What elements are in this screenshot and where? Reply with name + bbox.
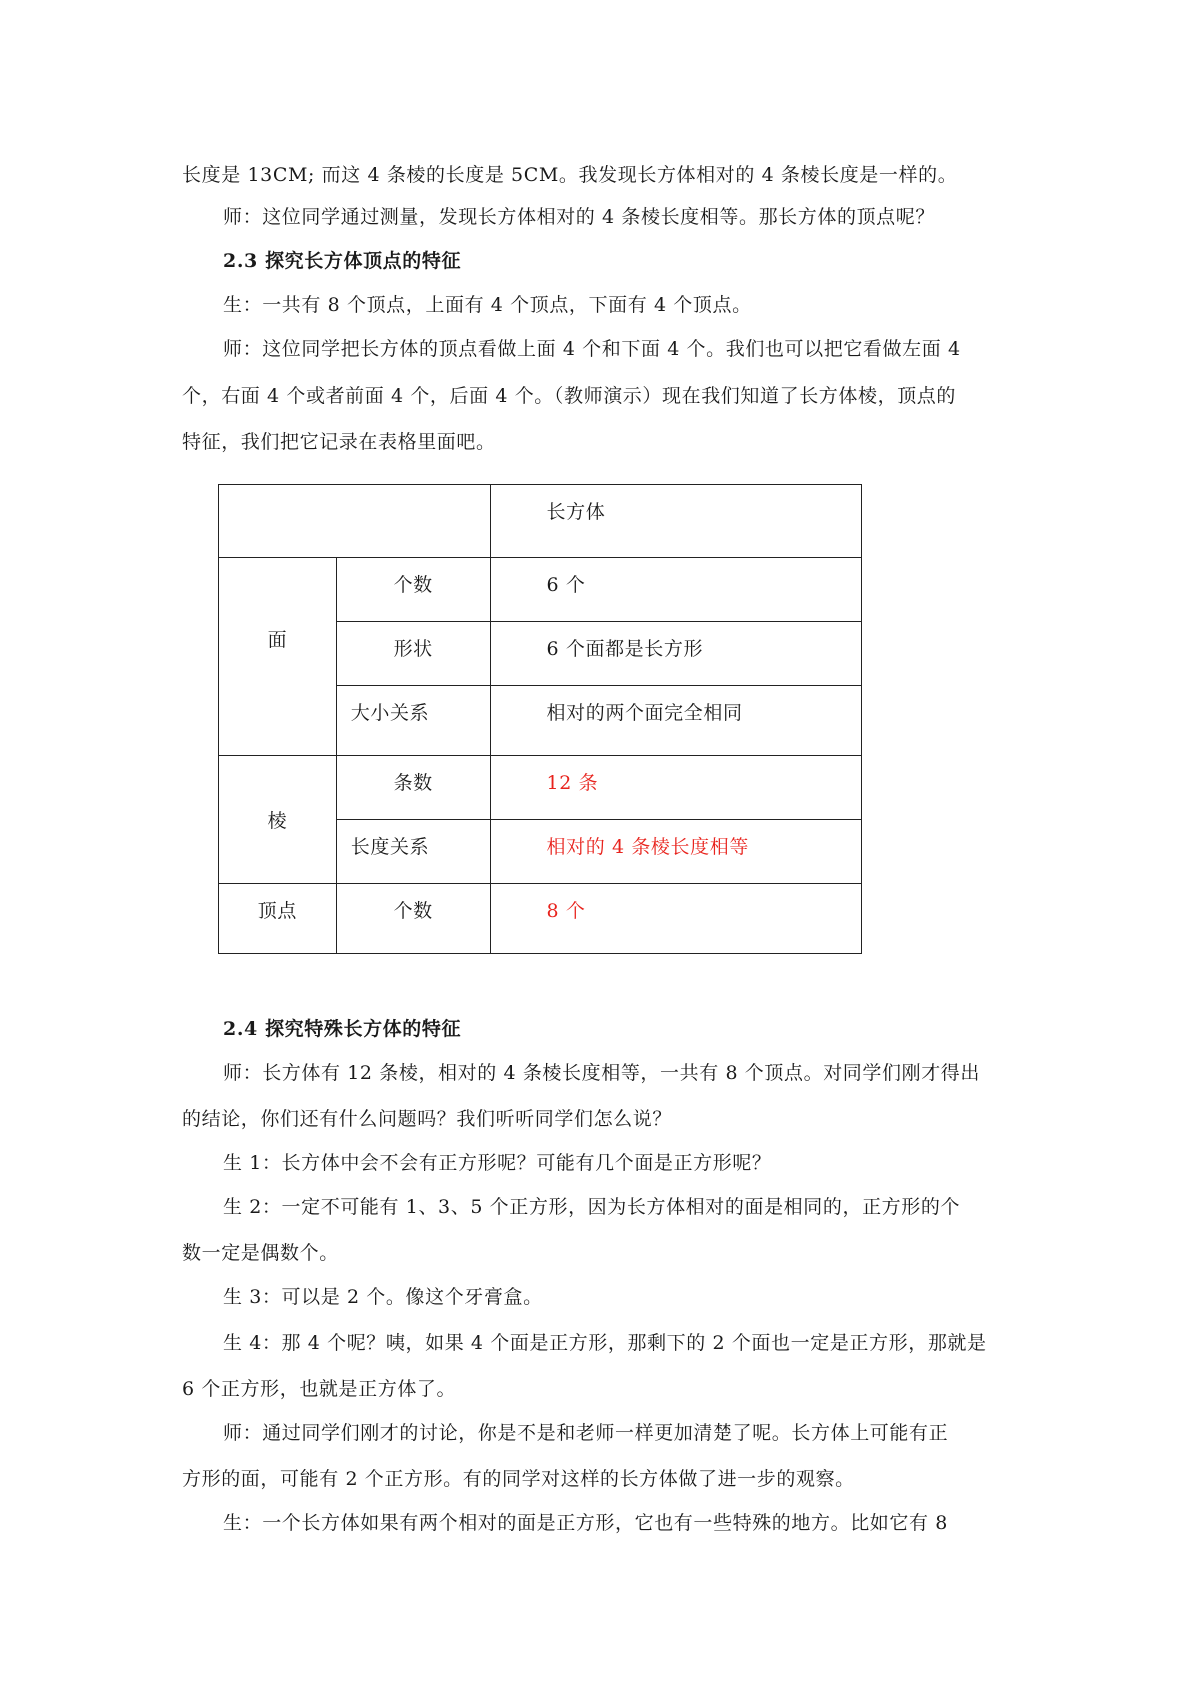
table-row-label: 条数 [336,756,490,820]
table-row [219,884,862,954]
table-group-face [219,558,337,756]
paragraph-line: 师：这位同学通过测量，发现长方体相对的 4 条棱长度相等。那长方体的顶点呢？ [223,206,935,228]
table-header-cell: 长方体 [490,485,861,558]
paragraph-line: 6 个正方形，也就是正方体了。 [182,1378,457,1400]
section-heading: 2.3 探究长方体顶点的特征 [223,250,462,272]
section-heading: 2.4 探究特殊长方体的特征 [223,1018,462,1040]
paragraph-line: 师：这位同学把长方体的顶点看做上面 4 个和下面 4 个。我们也可以把它看做左面 4 [223,338,961,360]
paragraph-line: 生：一个长方体如果有两个相对的面是正方形，它也有一些特殊的地方。比如它有 8 [223,1512,948,1534]
table-group-edge [219,756,337,884]
table-corner-cell [219,485,491,558]
paragraph-line: 方形的面，可能有 2 个正方形。有的同学对这样的长方体做了进一步的观察。 [182,1468,855,1490]
paragraph-line: 师：长方体有 12 条棱，相对的 4 条棱长度相等，一共有 8 个顶点。对同学们刚才得出 [223,1062,980,1084]
paragraph-line: 生 1：长方体中会不会有正方形呢？可能有几个面是正方形呢？ [223,1152,772,1174]
table-cell-value-highlighted: 8 个 [490,884,861,954]
paragraph-line: 数一定是偶数个。 [182,1242,339,1264]
paragraph-line: 生 2：一定不可能有 1、3、5 个正方形，因为长方体相对的面是相同的，正方形的个 [223,1196,961,1218]
table-row [219,485,862,558]
group-label: 面 [267,629,288,651]
paragraph-line: 特征，我们把它记录在表格里面吧。 [182,431,496,453]
paragraph-line: 生 4：那 4 个呢？咦，如果 4 个面是正方形，那剩下的 2 个面也一定是正方形，那就是 [223,1332,987,1354]
table-row-label: 大小关系 [336,686,490,756]
table-cell-value-highlighted: 12 条 [490,756,861,820]
table-group-vertex: 顶点 [219,884,337,954]
table-cell-value-highlighted: 相对的 4 条棱长度相等 [490,820,861,884]
table-cell-value: 6 个面都是长方形 [490,622,861,686]
table-row-label: 长度关系 [336,820,490,884]
paragraph-line: 生：一共有 8 个顶点，上面有 4 个顶点，下面有 4 个顶点。 [223,294,752,316]
table-row-label: 个数 [336,884,490,954]
paragraph-line: 个，右面 4 个或者前面 4 个，后面 4 个。（教师演示）现在我们知道了长方体棱，顶点的 [182,385,957,407]
table-cell-value: 相对的两个面完全相同 [490,686,861,756]
paragraph-line: 师：通过同学们刚才的讨论，你是不是和老师一样更加清楚了呢。长方体上可能有正 [223,1422,949,1444]
table-row [219,756,862,820]
table-row [219,558,862,622]
table-row-label: 形状 [336,622,490,686]
paragraph-line: 生 3：可以是 2 个。像这个牙膏盒。 [223,1286,543,1308]
table-cell-value: 6 个 [490,558,861,622]
cuboid-features-table [218,484,862,954]
paragraph-line: 长度是 13CM; 而这 4 条棱的长度是 5CM。我发现长方体相对的 4 条棱长度是一样的。 [182,164,958,186]
paragraph-line: 的结论，你们还有什么问题吗？我们听听同学们怎么说？ [182,1108,673,1130]
group-label: 棱 [267,810,288,832]
table-row-label: 个数 [336,558,490,622]
